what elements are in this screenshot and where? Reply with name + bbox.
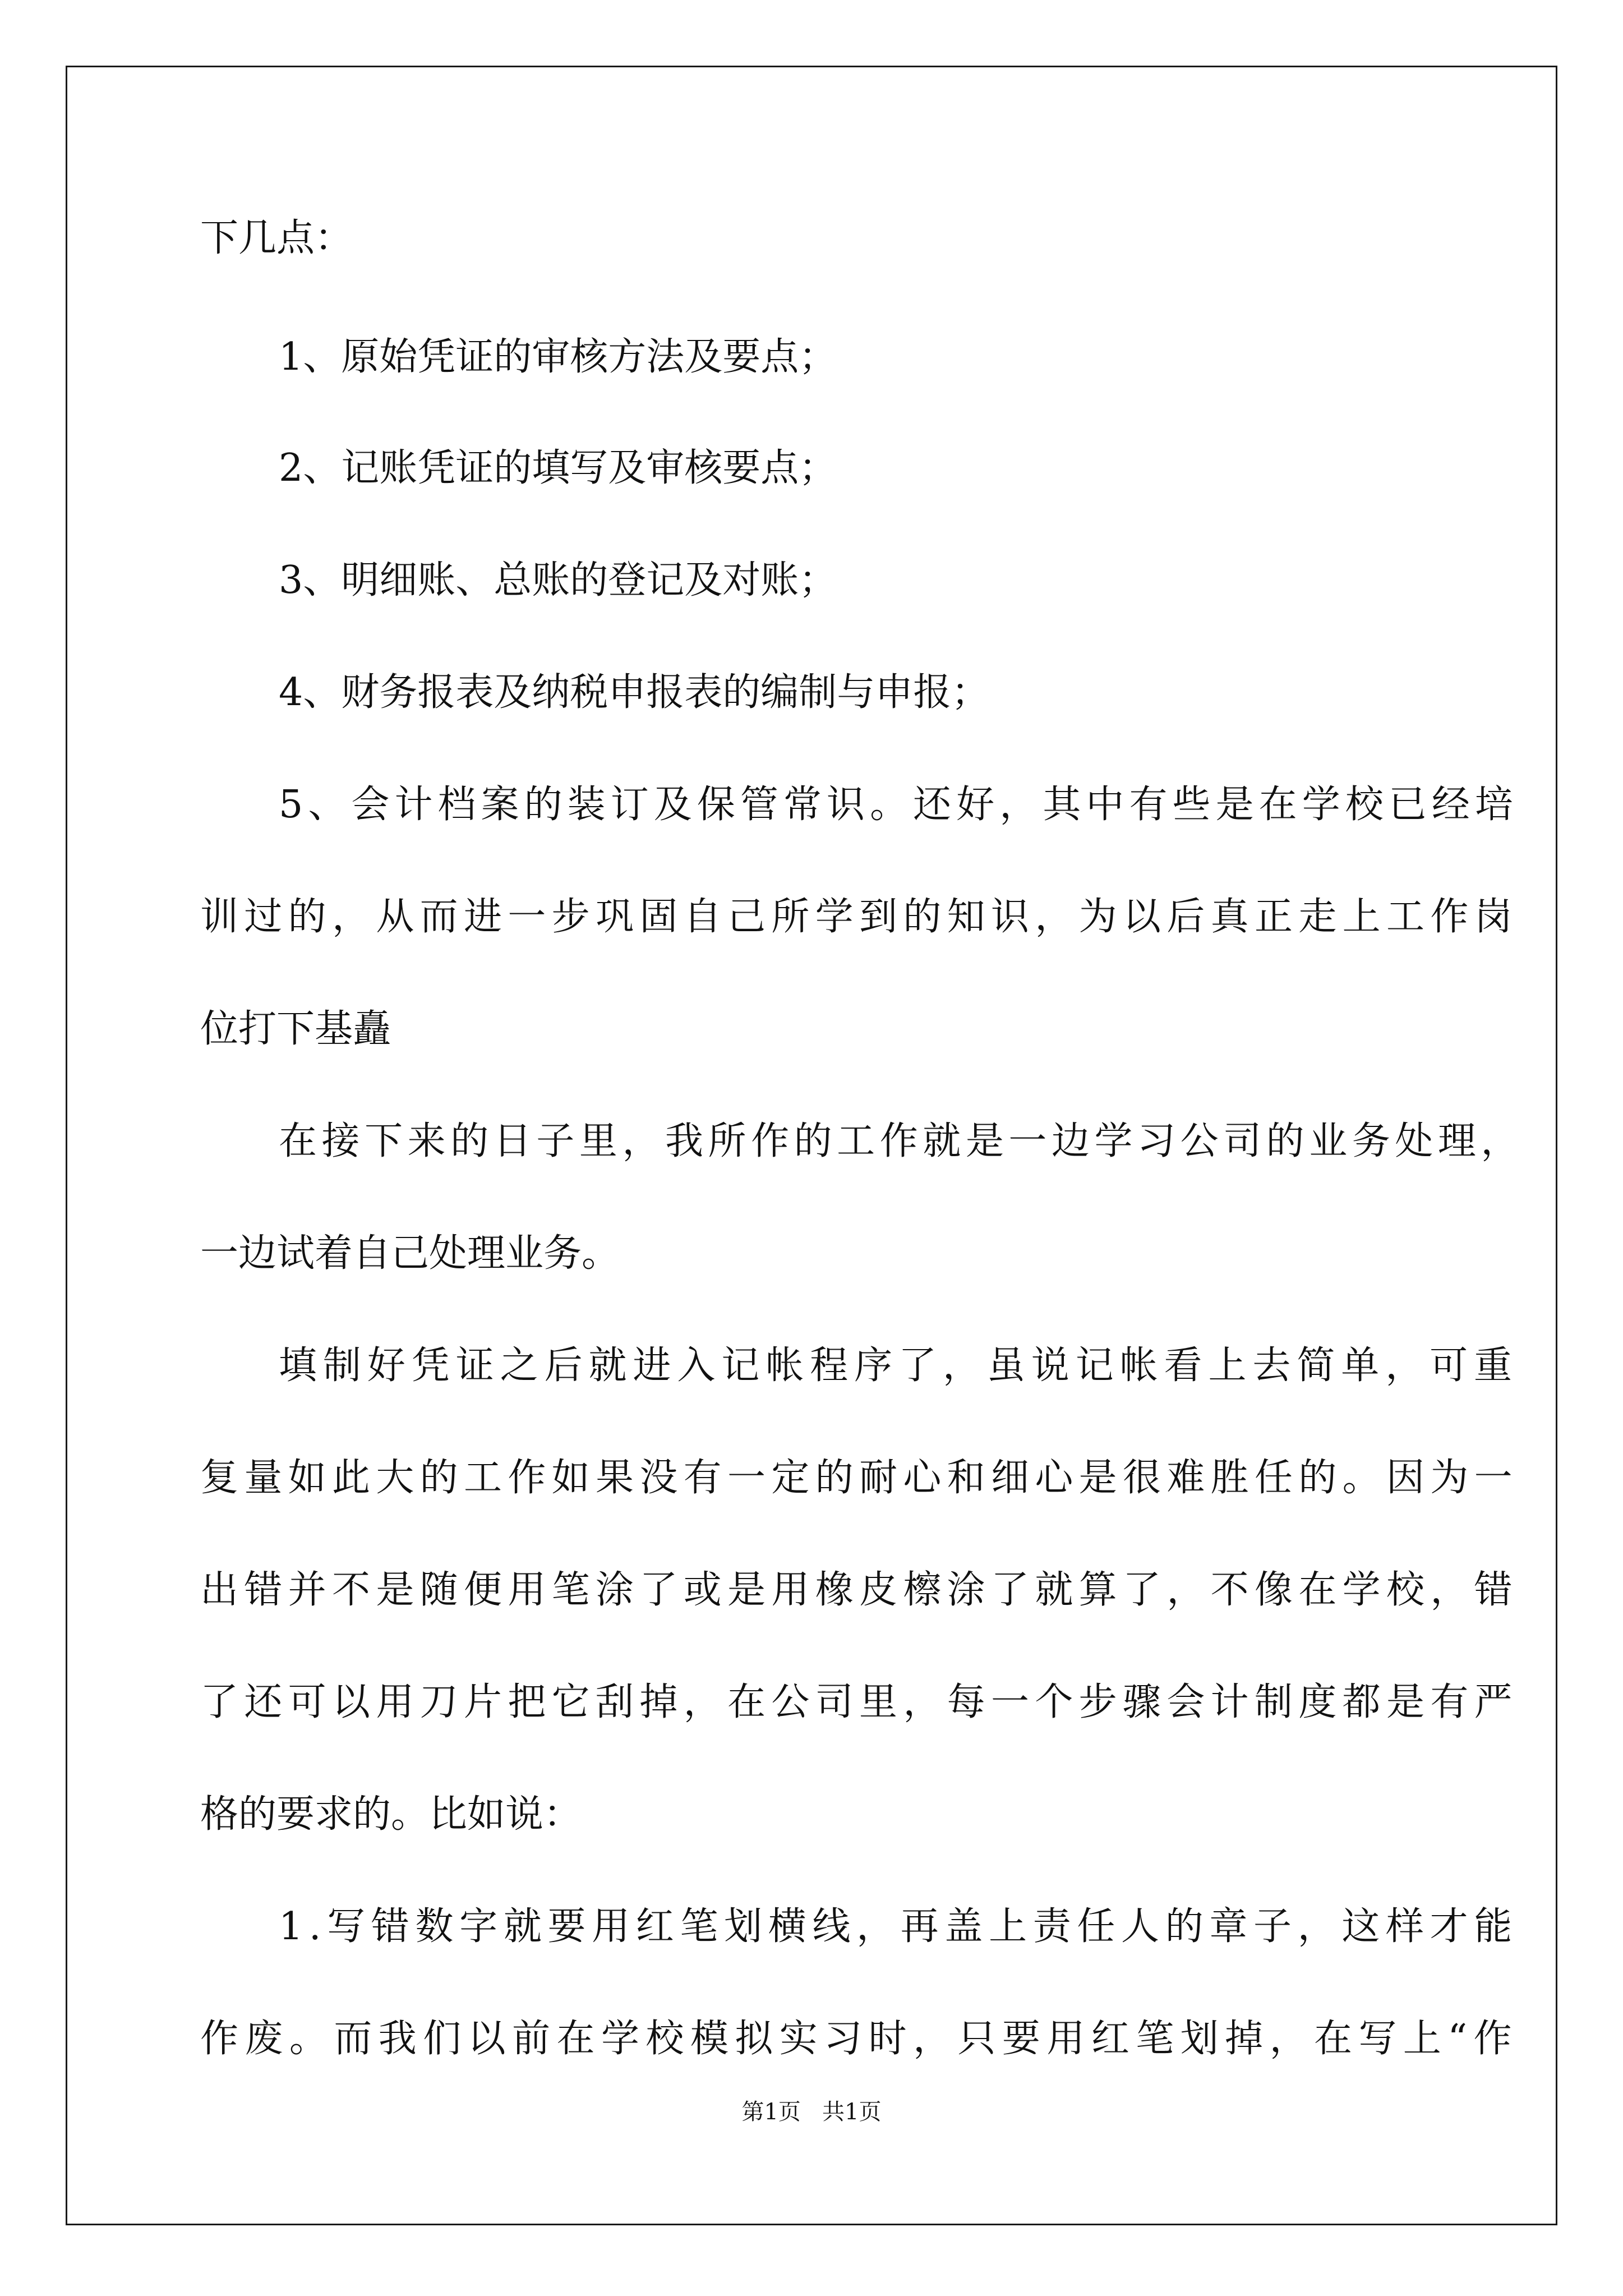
text-line: 格的要求的。比如说：	[200, 1792, 582, 1837]
text-line: 位打下基矗	[200, 1007, 391, 1051]
list-item: 2、记账凭证的填写及审核要点；	[279, 446, 837, 490]
paragraph-line: 填制好凭证之后就进入记帐程序了，虽说记帐看上去简单，可重	[279, 1343, 1518, 1388]
text-line: 复量如此大的工作如果没有一定的耐心和细心是很难胜任的。因为一	[200, 1456, 1518, 1500]
text-line: 了还可以用刀片把它刮掉，在公司里，每一个步骤会计制度都是有严	[200, 1680, 1518, 1724]
list-item: 1、原始凭证的审核方法及要点；	[279, 335, 837, 379]
paragraph-line: 1.写错数字就要用红笔划横线，再盖上责任人的章子，这样才能	[279, 1904, 1518, 1949]
page-number: 第1页 共1页	[741, 2099, 882, 2125]
text-line: 出错并不是随便用笔涂了或是用橡皮檫涂了就算了，不像在学校，错	[200, 1568, 1518, 1612]
list-item: 4、财务报表及纳税申报表的编制与申报；	[279, 670, 990, 715]
paragraph-line: 在接下来的日子里，我所作的工作就是一边学习公司的业务处理，	[279, 1119, 1524, 1163]
list-item: 5、会计档案的装订及保管常识。还好，其中有些是在学校已经培	[279, 783, 1518, 827]
list-item: 3、明细账、总账的登记及对账；	[279, 558, 837, 602]
text-line: 一边试着自己处理业务。	[200, 1231, 620, 1276]
text-line: 下几点：	[200, 216, 353, 260]
text-line: 作废。而我们以前在学校模拟实习时，只要用红笔划掉，在写上“作	[200, 2017, 1518, 2061]
text-line: 训过的，从而进一步巩固自己所学到的知识，为以后真正走上工作岗	[200, 895, 1518, 939]
